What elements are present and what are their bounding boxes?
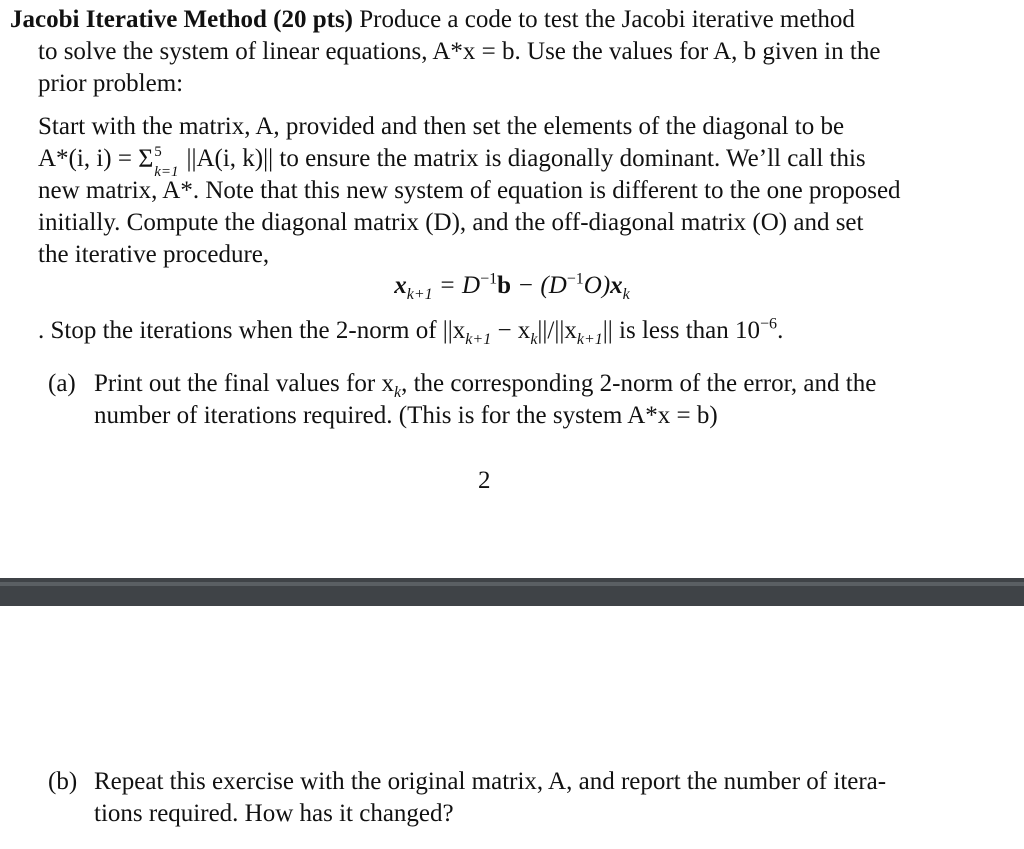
summation-symbol: Σ 5 k=1 bbox=[138, 144, 179, 180]
problem-line-2: to solve the system of linear equations, A*x = b. Use the values for A, b given in the bbox=[38, 38, 881, 65]
paragraph-line-3: new matrix, A*. Note that this new system of equation is different to the one proposed bbox=[38, 177, 901, 204]
jacobi-iteration-equation: $x_{k+1} = D^{-1}b - (D^{-1}O)x_k$ bbox=[394, 270, 630, 303]
paragraph-line-4: initially. Compute the diagonal matrix (D), and the off-diagonal matrix (O) and set bbox=[38, 209, 864, 236]
paragraph-line-5: the iterative procedure, bbox=[38, 241, 270, 268]
part-a-line-2: number of iterations required. (This is for the system A*x = b) bbox=[94, 402, 718, 429]
part-b-line-1: Repeat this exercise with the original matrix, A, and report the number of itera- bbox=[94, 768, 887, 795]
page-separator bbox=[0, 578, 1024, 606]
problem-heading: Jacobi Iterative Method (20 pts) bbox=[10, 6, 353, 33]
part-b-line-2: tions required. How has it changed? bbox=[94, 800, 454, 827]
problem-title-line bbox=[10, 5, 855, 35]
page-bottom bbox=[0, 606, 1024, 849]
part-a-label: (a) bbox=[48, 370, 76, 397]
paragraph-line-2 bbox=[38, 144, 866, 180]
paragraph-line-1: Start with the matrix, A, provided and then set the elements of the diagonal to be bbox=[38, 113, 845, 140]
diag-definition-rest: ||A(i, k)|| to ensure the matrix is diagonally dominant. We’ll call this bbox=[180, 145, 866, 172]
stop-criterion-line: . Stop the iterations when the 2-norm of $||x_{k+1} - x_k||/||x_{k+1}||$ is less than $10^{-6}$. bbox=[38, 315, 784, 348]
page-number: 2 bbox=[478, 467, 491, 494]
problem-line-3: prior problem: bbox=[38, 70, 184, 97]
problem-intro-text: Produce a code to test the Jacobi iterative method bbox=[353, 6, 855, 33]
part-b-label: (b) bbox=[48, 768, 78, 795]
part-a-line-1: Print out the final values for $x_k$, the corresponding 2-norm of the error, and the bbox=[94, 370, 877, 401]
diag-definition: A*(i, i) = bbox=[38, 145, 139, 172]
